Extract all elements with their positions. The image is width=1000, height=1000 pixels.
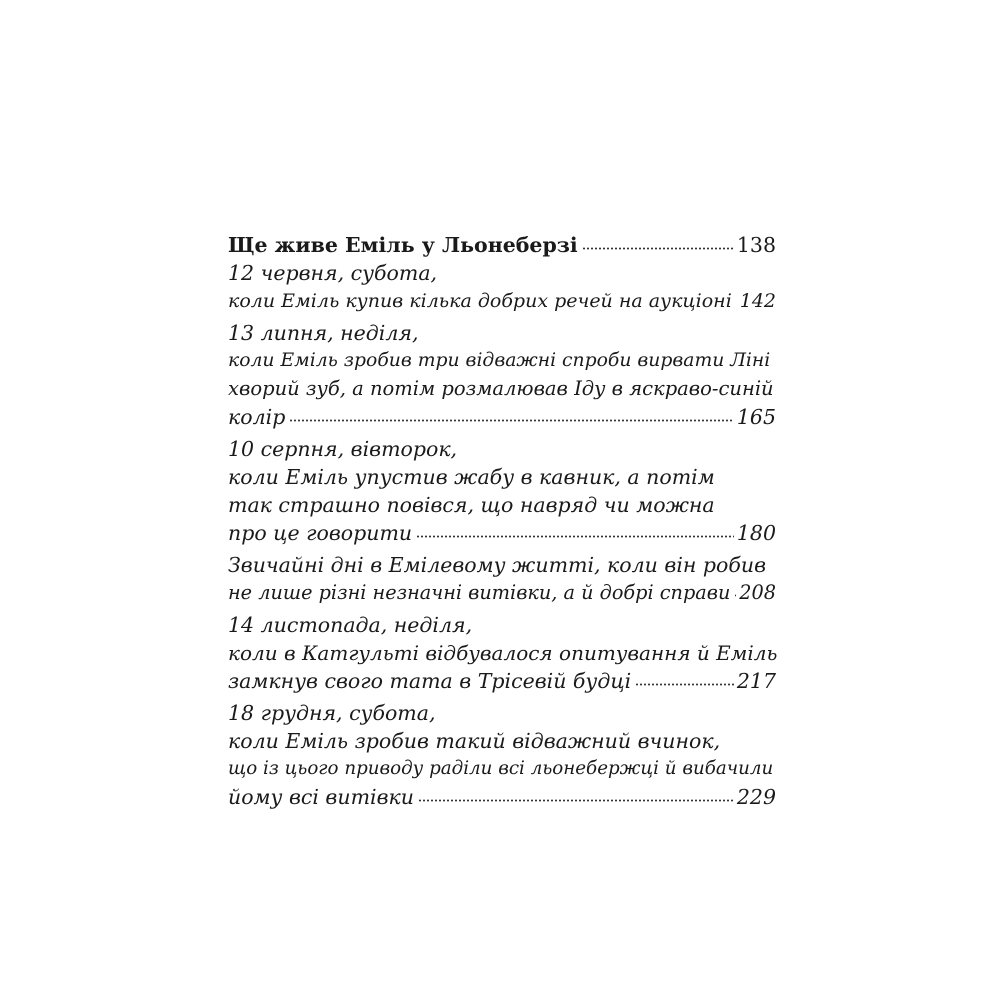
entry-date: 14 листопада, неділя, (228, 613, 473, 637)
entry-date: 18 грудня, субота, (228, 701, 436, 725)
toc-entry (228, 699, 776, 811)
entry-line (228, 347, 776, 375)
entry-line (228, 375, 776, 403)
toc-entry (228, 551, 776, 607)
entry-text: коли Еміль зробив такий відважний вчинок, (228, 729, 721, 753)
toc-entry (228, 435, 776, 547)
dot-leader (635, 680, 734, 688)
entry-text: замкнув свого тата в Трісевій будці (228, 669, 632, 693)
entry-text: коли в Катгульті відбувалося опитування й Еміль (228, 641, 778, 665)
entry-line (228, 611, 776, 639)
entry-line (228, 491, 776, 519)
toc-entry (228, 259, 776, 315)
entry-line-last (228, 519, 776, 547)
entry-line (228, 259, 776, 287)
entry-text: не лише різні незначні витівки, а й добрі справи (228, 581, 731, 604)
entry-text: так страшно повівся, що навряд чи можна (228, 493, 715, 517)
entry-text: йому всі витівки (228, 785, 414, 809)
dot-leader (418, 796, 734, 804)
entry-date: 12 червня, субота, (228, 261, 438, 285)
entry-text: про це говорити (228, 521, 413, 545)
entry-page-number: 180 (736, 521, 776, 545)
entry-text: що із цього приводу раділи всі льонебержці й вибачили (228, 758, 774, 779)
entry-line-last (228, 287, 776, 315)
entry-line-last (228, 783, 776, 811)
entry-date: 13 липня, неділя, (228, 321, 419, 345)
entry-line-last (228, 579, 776, 607)
toc-entry (228, 319, 776, 431)
dot-leader (582, 244, 734, 252)
dot-leader (736, 299, 737, 307)
entry-text: Звичайні дні в Емілевому житті, коли він робив (228, 553, 767, 577)
entry-text: колір (228, 405, 286, 429)
entry-page-number: 142 (739, 290, 776, 312)
entry-line-last (228, 403, 776, 431)
toc-entry (228, 611, 776, 695)
entry-line (228, 435, 776, 463)
heading-title: Ще живе Еміль у Льонеберзі (228, 233, 578, 257)
entry-text: коли Еміль зробив три відважні спроби вирвати Ліні (228, 350, 771, 371)
entry-line (228, 463, 776, 491)
entry-text: хворий зуб, а потім розмалював Іду в яскраво-синій (228, 377, 774, 400)
entry-page-number: 217 (736, 669, 776, 693)
entry-page-number: 165 (736, 405, 776, 429)
heading-page-number: 138 (736, 233, 776, 257)
entry-text: коли Еміль упустив жабу в кавник, а потім (228, 465, 715, 489)
table-of-contents (228, 231, 776, 811)
entry-line (228, 319, 776, 347)
entry-line (228, 727, 776, 755)
dot-leader (289, 416, 734, 424)
entry-page-number: 229 (736, 785, 776, 809)
entry-date: 10 серпня, вівторок, (228, 437, 458, 461)
entry-line (228, 699, 776, 727)
entry-page-number: 208 (739, 581, 776, 604)
entry-line (228, 639, 776, 667)
entry-line (228, 551, 776, 579)
dot-leader (734, 591, 736, 599)
toc-heading (228, 231, 776, 259)
entry-line-last (228, 667, 776, 695)
entry-line (228, 755, 776, 783)
dot-leader (416, 532, 734, 540)
entry-text: коли Еміль купив кілька добрих речей на аукціоні (228, 290, 732, 312)
